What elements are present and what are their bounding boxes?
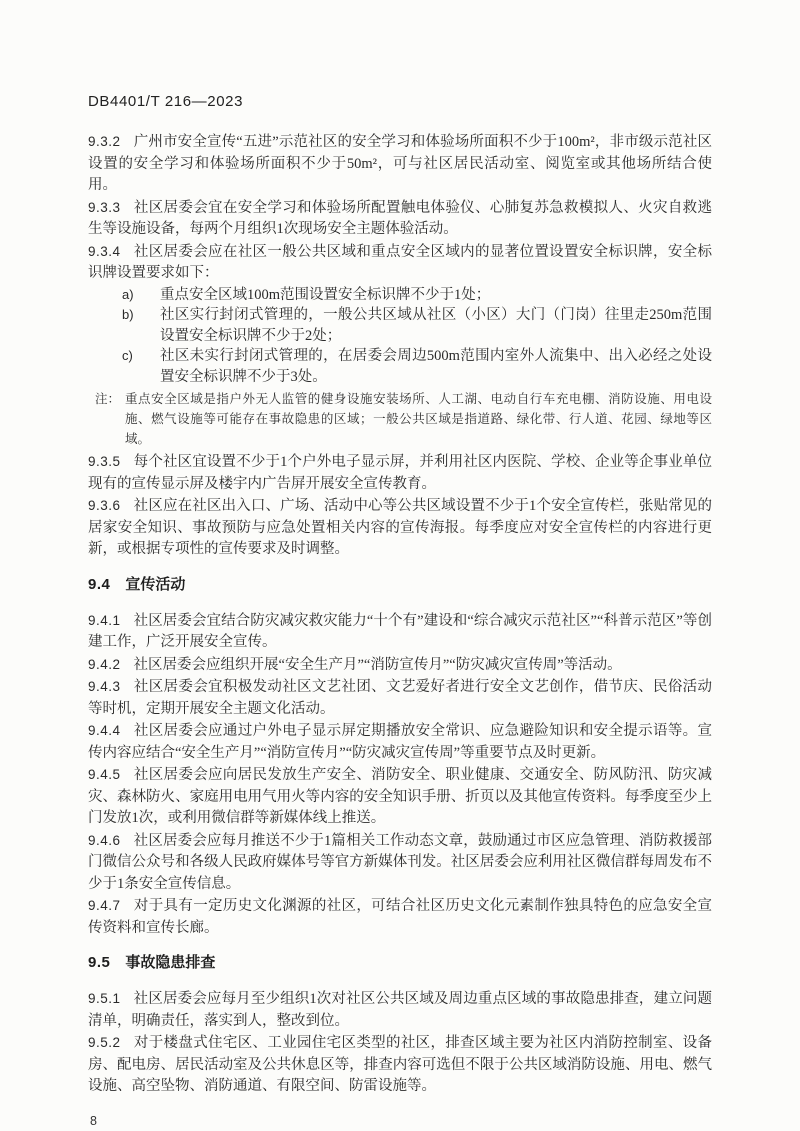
clause-number: 9.3.3 [88,199,121,215]
clause-9-3-5 [88,451,712,495]
clause-text: 对于楼盘式住宅区、工业园住宅区类型的社区，排查区域主要为社区内消防控制室、设备房、配电房、居民活动室及公共休息区等，排查内容可选但不限于公共区域消防设施、用电、燃气设施、高空坠物、消防通道、有限空间、防雷设施等。 [88,1035,712,1094]
clause-text: 社区应在社区出入口、广场、活动中心等公共区域设置不少于1个安全宣传栏，张贴常见的居家安全知识、事故预防与应急处置相关内容的宣传海报。每季度应对安全宣传栏的内容进行更新，或根据专项性的宣传要求及时调整。 [88,498,712,557]
clause-text: 每个社区宜设置不少于1个户外电子显示屏，并利用社区内医院、学校、企业等企事业单位现有的宣传显示屏及楼宇内广告屏开展安全宣传教育。 [88,454,712,492]
page-number: 8 [90,1113,97,1128]
clause-number: 9.4.1 [88,612,121,628]
clause-text: 社区居委会宜积极发动社区文艺社团、文艺爱好者进行安全文艺创作，借节庆、民俗活动等时机，定期开展安全主题文化活动。 [88,679,712,717]
clause-number: 9.4.5 [88,767,121,782]
clause-number: 9.4.6 [88,832,121,848]
clause-9-5-1 [88,988,712,1032]
clause-number: 9.4.4 [88,723,121,738]
clause-9-3-4 [88,241,712,285]
list-item-text: 社区未实行封闭式管理的，在居委会周边500m范围内室外人流集中、出入必经之处设置安全标识牌不少于3处。 [160,348,712,385]
clause-9-5-2 [88,1032,712,1098]
clause-number: 9.3.4 [88,243,121,259]
section-title: 宣传活动 [125,575,186,593]
section-heading-9-4 [88,574,712,596]
clause-text: 社区居委会宜在安全学习和体验场所配置触电体验仪、心肺复苏急救模拟人、火灾自救逃生等设施设备，每两个月组织1次现场安全主题体验活动。 [88,199,712,237]
clause-9-3-6 [88,495,712,561]
clause-number: 9.5.2 [88,1035,121,1050]
clause-9-3-2 [88,131,712,197]
list-item-c [88,346,712,387]
note-text: 重点安全区域是指户外无人监管的健身设施安装场所、人工湖、电动自行车充电棚、消防设施、用电设施、燃气设施等可能存在事故隐患的区域；一般公共区域是指道路、绿化带、行人道、花园、绿地等区域。 [125,392,712,446]
clause-number: 9.3.6 [88,498,121,513]
section-heading-9-5 [88,952,712,974]
clause-number: 9.3.2 [88,134,121,149]
clause-9-4-1 [88,610,712,654]
list-item-text: 重点安全区域100m范围设置安全标识牌不少于1处； [160,286,491,303]
clause-9-4-6 [88,830,712,896]
note [95,389,712,449]
clause-9-4-3 [88,676,712,720]
clause-9-4-5 [88,764,712,830]
document-number: DB4401/T 216—2023 [88,93,244,110]
clause-text: 社区居委会宜结合防灾减灾救灾能力“十个有”建设和“综合减灾示范社区”“科普示范区”等创建工作，广泛开展安全宣传。 [88,612,712,650]
list-marker: c) [122,348,133,363]
clause-9-4-2 [88,654,712,677]
clause-text: 社区居委会应每月推送不少于1篇相关工作动态文章，鼓励通过市区应急管理、消防救援部门微信公众号和各级人民政府媒体号等官方新媒体刊发。社区居委会应利用社区微信群每周发布不少于1条安全宣传信息。 [88,832,712,892]
clause-text: 社区居委会应每月至少组织1次对社区公共区域及周边重点区域的事故隐患排查，建立问题清单，明确责任，落实到人，整改到位。 [88,991,712,1029]
clause-text: 广州市安全宣传“五进”示范社区的安全学习和体验场所面积不少于100m²，非市级示范社区设置的安全学习和体验场所面积不少于50m²，可与社区居民活动室、阅览室或其他场所结合使用。 [88,134,712,193]
clause-number: 9.3.5 [88,454,121,469]
section-number: 9.5 [88,954,111,971]
list-marker: b) [122,307,134,322]
clause-number: 9.4.3 [88,679,121,694]
section-title: 事故隐患排查 [125,954,216,971]
section-number: 9.4 [88,575,111,593]
note-label: 注： [95,392,121,406]
clause-9-4-4 [88,720,712,764]
clause-9-4-7 [88,895,712,939]
clause-number: 9.5.1 [88,991,121,1006]
clause-number: 9.4.7 [88,898,121,913]
clause-text: 社区居委会应通过户外电子显示屏定期播放安全常识、应急避险知识和安全提示语等。宣传内容应结合“安全生产月”“消防宣传月”“防灾减灾宣传周”等重要节点及时更新。 [88,723,712,761]
list-item-b [88,305,712,346]
clause-9-3-3 [88,197,712,241]
list-item-text: 社区实行封闭式管理的，一般公共区域从社区（小区）大门（门岗）往里走250m范围设置安全标识牌不少于2处； [160,307,712,344]
list-marker: a) [122,286,134,302]
clause-number: 9.4.2 [88,656,121,672]
clause-text: 社区居委会应向居民发放生产安全、消防安全、职业健康、交通安全、防风防汛、防灾减灾、森林防火、家庭用电用气用火等内容的安全知识手册、折页以及其他宣传资料。每季度至少上门发放1次，或利用微信群等新媒体线上推送。 [88,767,712,826]
list-item-a [88,285,712,306]
clause-text: 社区居委会应在社区一般公共区域和重点安全区域内的显著位置设置安全标识牌，安全标识牌设置要求如下： [88,243,712,281]
clause-text: 社区居委会应组织开展“安全生产月”“消防宣传月”“防灾减灾宣传周”等活动。 [133,656,622,673]
clause-text: 对于具有一定历史文化渊源的社区，可结合社区历史文化元素制作独具特色的应急安全宣传资料和宣传长廊。 [88,898,712,936]
